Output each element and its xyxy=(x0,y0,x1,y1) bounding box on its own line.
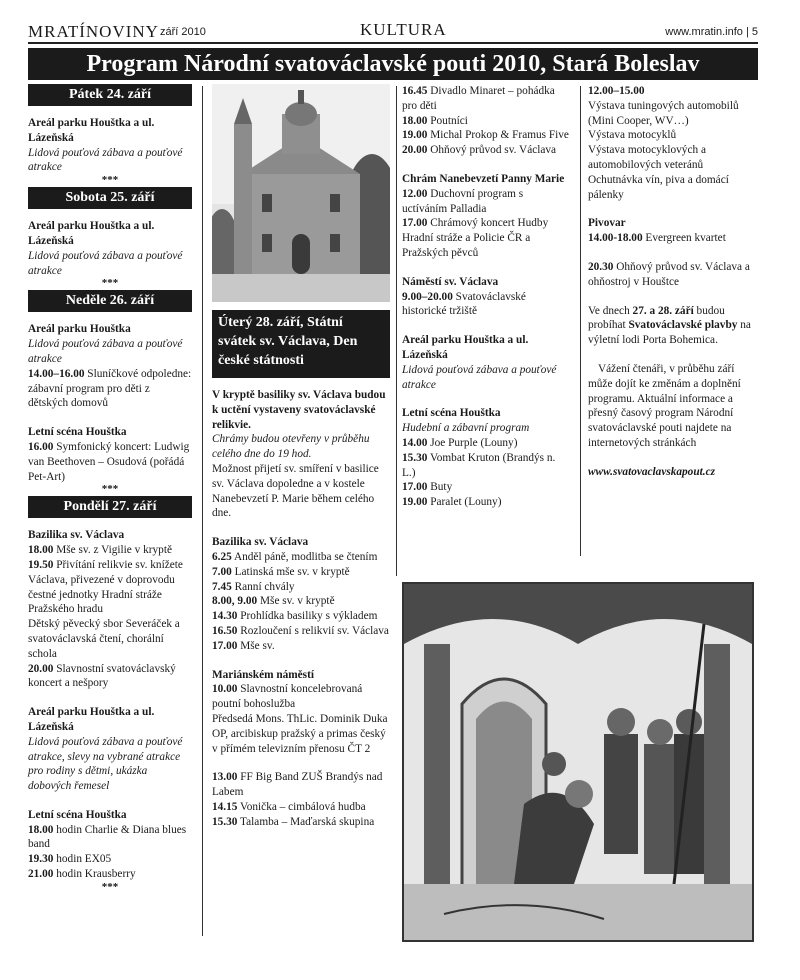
program-time: 12.00–15.00 xyxy=(588,85,645,97)
column-2 xyxy=(212,84,390,830)
program-item: 14.30 Prohlídka basiliky s výkladem xyxy=(212,610,378,623)
program-item: 18.00 Mše sv. z Vigilie v kryptě xyxy=(28,544,172,557)
program-item: Ochutnávka vín, piva a domácí pálenky xyxy=(588,173,729,201)
venue-heading: Chrám Nanebevzetí Panny Marie xyxy=(402,172,565,185)
program-item: 16.00 Symfonický koncert: Ludwig van Beethoven – Osudová (pořádá Pet-Art) xyxy=(28,440,190,483)
article-title: Program Národní svatováclavské pouti 2010, Stará Boleslav xyxy=(28,48,758,80)
program-item: 16.50 Rozloučení s relikvií sv. Václava xyxy=(212,624,389,637)
separator-stars: *** xyxy=(101,880,119,893)
program-item: 18.00 Poutníci xyxy=(402,114,468,127)
program-item: 7.00 Latinská mše sv. v kryptě xyxy=(212,565,350,578)
separator-stars: *** xyxy=(101,277,119,290)
issue-date: září 2010 xyxy=(160,26,206,38)
site-url: www.mratin.info xyxy=(665,26,743,38)
column-divider xyxy=(202,86,203,936)
column-4 xyxy=(588,84,760,480)
basilica-photo xyxy=(212,84,390,302)
program-item: 19.00 Michal Prokop & Framus Five xyxy=(402,129,569,142)
venue-heading: Areál parku Houštka xyxy=(28,323,131,336)
venue-description: Lidová pouťová zábava a pouťové atrakce xyxy=(28,338,183,365)
program-item: 17.00 Buty xyxy=(402,481,453,494)
separator-stars: *** xyxy=(101,483,119,496)
program-item: 15.30 Vombat Kruton (Brandýs n. L.) xyxy=(402,451,556,479)
program-item: Předsedá Mons. ThLic. Dominik Duka OP, arcibiskup pražský a primas český v přímém televizním přenosu ČT 2 xyxy=(212,712,388,755)
venue-heading: Pivovar xyxy=(588,217,626,230)
program-item: 9.00–20.00 Svatováclavské historické tržiště xyxy=(402,290,526,318)
reader-note: Vážení čtenáři, v průběhu září může dojít ke změnám a doplnění programu. Aktuální informace a přesný časový program Národní svatováclavské pouti najdete na internetových stránkách xyxy=(588,362,741,449)
day-heading-tuesday: Úterý 28. září, Státní svátek sv. Václava, Den české státnosti xyxy=(212,310,390,378)
program-item: 19.00 Paralet (Louny) xyxy=(402,496,502,509)
venue-heading: Mariánském náměstí xyxy=(212,668,314,681)
page-number: 5 xyxy=(751,26,758,38)
header-rule xyxy=(28,42,758,44)
program-item: 14.00-18.00 Evergreen kvartet xyxy=(588,232,726,245)
program-item: 15.30 Talamba – Maďarská skupina xyxy=(212,815,375,828)
venue-description: Lidová pouťová zábava a pouťové atrakce, slevy na vybrané atrakce pro rodiny s dětmi, ukázka dobových řemesel xyxy=(28,735,183,793)
venue-heading: Letní scéna Houštka xyxy=(28,426,127,439)
program-item: 14.00–16.00 Sluníčkové odpoledne: zábavní program pro děti z dětských domovů xyxy=(28,367,192,410)
venue-description: Lidová pouťová zábava a pouťové atrakce xyxy=(28,249,183,277)
basilica-photo-image xyxy=(212,84,390,302)
boat-cruise-note: Ve dnech 27. a 28. září budou probíhat Svatováclavské plavby na výletní lodi Porta Bohemica. xyxy=(588,304,751,347)
venue-heading: Náměstí sv. Václava xyxy=(402,275,499,288)
crypt-heading: V kryptě basiliky sv. Václava budou k uctění vystaveny svatováclavské relikvie. xyxy=(212,389,386,431)
program-item: 19.30 hodin EX05 xyxy=(28,853,112,866)
program-item: 17.00 Chrámový koncert Hudby Hradní stráže a Policie ČR a Pražských pěvců xyxy=(402,217,549,259)
section-title: KULTURA xyxy=(360,20,447,39)
venue-description: Lidová pouťová zábava a pouťové atrakce xyxy=(402,363,557,391)
day-heading-friday: Pátek 24. září xyxy=(28,84,192,106)
program-item: 6.25 Anděl páně, modlitba se čtením xyxy=(212,550,378,563)
program-item: 7.45 Ranní chvály xyxy=(212,580,295,593)
program-item: 17.00 Mše sv. xyxy=(212,639,275,652)
program-item: 21.00 hodin Krausberry xyxy=(28,868,136,881)
program-item: 16.45 Divadlo Minaret – pohádka pro děti xyxy=(402,85,555,112)
program-item: 20.00 Ohňový průvod sv. Václava xyxy=(402,144,557,157)
venue-heading: Letní scéna Houštka xyxy=(28,808,127,821)
venue-heading: Areál parku Houštka a ul. Lázeňská xyxy=(28,117,155,144)
program-item: 20.30 Ohňový průvod sv. Václava a ohňostroj v Houštce xyxy=(588,260,750,288)
newspaper-brand: MRATÍNOVINY xyxy=(28,22,159,41)
column-3 xyxy=(402,84,570,510)
program-item: 13.00 FF Big Band ZUŠ Brandýs nad Labem xyxy=(212,771,383,799)
separator-stars: *** xyxy=(101,174,119,187)
day-heading-monday: Pondělí 27. září xyxy=(28,496,192,518)
column-divider xyxy=(580,86,581,556)
program-item: 8.00, 9.00 Mše sv. v kryptě xyxy=(212,595,335,608)
program-item: Dětský pěvecký sbor Severáček a svatováclavská čtení, chorální schola xyxy=(28,618,180,660)
venue-description: Lidová pouťová zábava a pouťové atrakce xyxy=(28,146,183,174)
opening-hours-note: Chrámy budou otevřeny v průběhu celého dne do 19 hod. xyxy=(212,433,370,461)
painting-image xyxy=(404,584,752,940)
day-heading-sunday: Neděle 26. září xyxy=(28,290,192,312)
program-item: 14.00 Joe Purple (Louny) xyxy=(402,436,518,449)
program-item: 12.00 Duchovní program s uctíváním Palladia xyxy=(402,187,524,215)
venue-heading: Bazilika sv. Václava xyxy=(212,536,309,549)
venue-heading: Areál parku Houštka a ul. Lázeňská xyxy=(28,220,155,247)
program-item: Výstava motocyklových a automobilových veteránů xyxy=(588,144,706,171)
website-link[interactable]: www.svatovaclavskapout.cz xyxy=(588,465,715,478)
site-and-page: www.mratin.info | 5 xyxy=(665,26,758,38)
program-item: 20.00 Slavnostní svatováclavský koncert a nešpory xyxy=(28,662,176,690)
program-item: 14.15 Vonička – cimbálová hudba xyxy=(212,800,366,813)
venue-heading: Areál parku Houštka a ul. Lázeňská xyxy=(402,334,529,361)
venue-heading: Letní scéna Houštka xyxy=(402,407,501,420)
program-item: Výstava tuningových automobilů (Mini Cooper, WV…) xyxy=(588,99,739,127)
program-item: Výstava motocyklů xyxy=(588,129,677,142)
venue-heading: Bazilika sv. Václava xyxy=(28,529,125,542)
venue-heading: Areál parku Houštka a ul. Lázeňská xyxy=(28,706,155,733)
program-item: 10.00 Slavnostní koncelebrovaná poutní bohoslužba xyxy=(212,683,363,711)
program-item: 18.00 hodin Charlie & Diana blues band xyxy=(28,823,187,851)
historical-painting xyxy=(402,582,754,942)
program-item: 19.50 Přivítání relikvie sv. knížete Václava, přivezené v doprovodu čestné jednotky Hradní stráže Pražského hradu xyxy=(28,558,183,616)
day-heading-saturday: Sobota 25. září xyxy=(28,187,192,209)
column-divider xyxy=(396,86,397,576)
column-1 xyxy=(28,82,192,892)
venue-description: Hudební a zábavní program xyxy=(402,422,530,435)
confession-note: Možnost přijetí sv. smíření v basilice sv. Václava dopoledne a v kostele Nanebevzetí P. Marie během celého dne. xyxy=(212,462,379,520)
